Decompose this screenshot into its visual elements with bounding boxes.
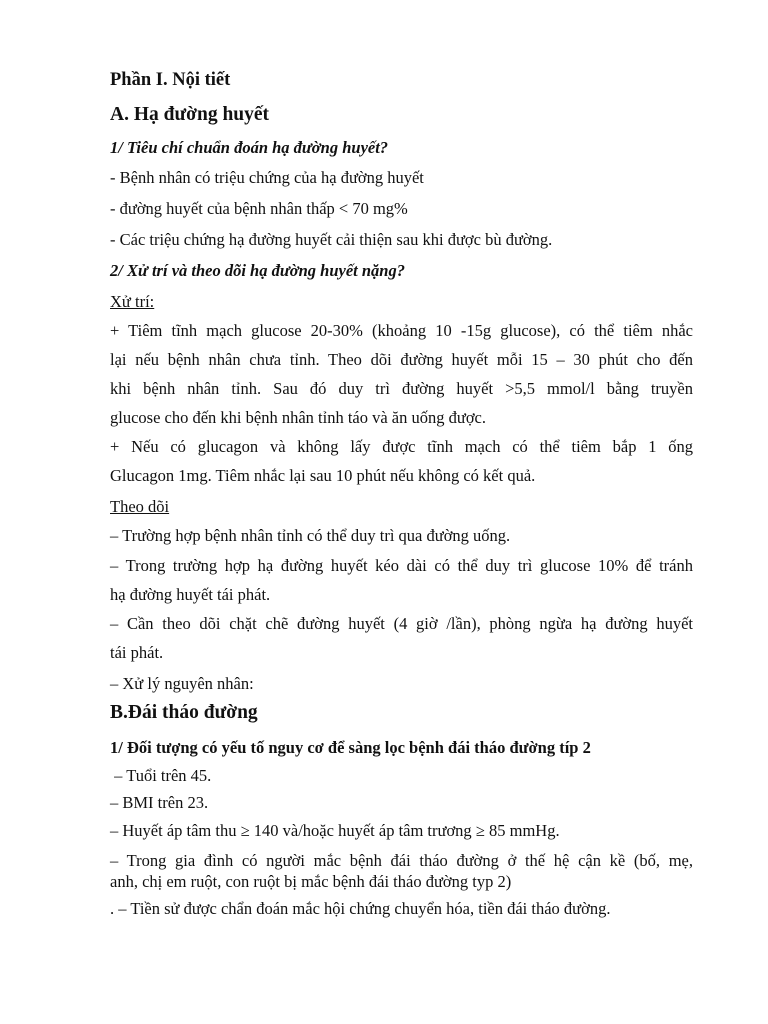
monitor-line: – Xử lý nguyên nhân: (110, 674, 254, 693)
monitor-line: – Trong trường hợp hạ đường huyết kéo dài có thể duy trì glucose 10% để tránh (110, 556, 693, 575)
criteria-item: - đường huyết của bệnh nhân thấp < 70 mg% (110, 199, 408, 218)
treatment-line: + Tiêm tĩnh mạch glucose 20-30% (khoảng 10 -15g glucose), có thể tiêm nhắc (110, 321, 693, 340)
treatment-line: khi bệnh nhân tỉnh. Sau đó duy trì đường huyết >5,5 mmol/l bằng truyền (110, 379, 693, 398)
risk-factor-line: . – Tiền sử được chẩn đoán mắc hội chứng chuyển hóa, tiền đái tháo đường. (110, 899, 611, 918)
section-a-title: A. Hạ đường huyết (110, 104, 270, 125)
monitor-line: – Cần theo dõi chặt chẽ đường huyết (4 giờ /lần), phòng ngừa hạ đường huyết (110, 614, 693, 633)
section-a-question-2: 2/ Xử trí và theo dõi hạ đường huyết nặng? (110, 261, 405, 280)
monitor-line: – Trường hợp bệnh nhân tỉnh có thể duy trì qua đường uống. (110, 526, 511, 545)
section-b-title: B.Đái tháo đường (110, 702, 258, 723)
treatment-line: glucose cho đến khi bệnh nhân tỉnh táo và ăn uống được. (110, 408, 486, 427)
section-b-question-1: 1/ Đối tượng có yếu tố nguy cơ để sàng lọc bệnh đái tháo đường típ 2 (110, 738, 591, 757)
treatment-line: Glucagon 1mg. Tiêm nhắc lại sau 10 phút nếu không có kết quả. (110, 466, 536, 485)
monitor-line: tái phát. (110, 643, 164, 662)
treatment-line: lại nếu bệnh nhân chưa tỉnh. Theo dõi đường huyết mỗi 15 – 30 phút cho đến (110, 350, 693, 369)
risk-factor-line: anh, chị em ruột, con ruột bị mắc bệnh đái tháo đường typ 2) (110, 872, 512, 891)
risk-factor-line: – Trong gia đình có người mắc bệnh đái tháo đường ở thế hệ cận kề (bố, mẹ, (110, 851, 693, 870)
risk-factor-line: – Huyết áp tâm thu ≥ 140 và/hoặc huyết áp tâm trương ≥ 85 mmHg. (110, 821, 560, 840)
section-a-question-1: 1/ Tiêu chí chuẩn đoán hạ đường huyết? (110, 138, 389, 157)
treatment-line: + Nếu có glucagon và không lấy được tĩnh mạch có thể tiêm bắp 1 ống (110, 437, 693, 456)
monitor-label: Theo dõi (110, 497, 170, 516)
criteria-item: - Các triệu chứng hạ đường huyết cải thiện sau khi được bù đường. (110, 230, 553, 249)
treatment-label: Xử trí: (110, 292, 155, 311)
risk-factor-line: – BMI trên 23. (110, 793, 209, 812)
risk-factor-line: – Tuổi trên 45. (110, 766, 212, 785)
monitor-line: hạ đường huyết tái phát. (110, 585, 271, 604)
criteria-item: - Bệnh nhân có triệu chứng của hạ đường huyết (110, 168, 424, 187)
part-title: Phần I. Nội tiết (110, 70, 231, 90)
